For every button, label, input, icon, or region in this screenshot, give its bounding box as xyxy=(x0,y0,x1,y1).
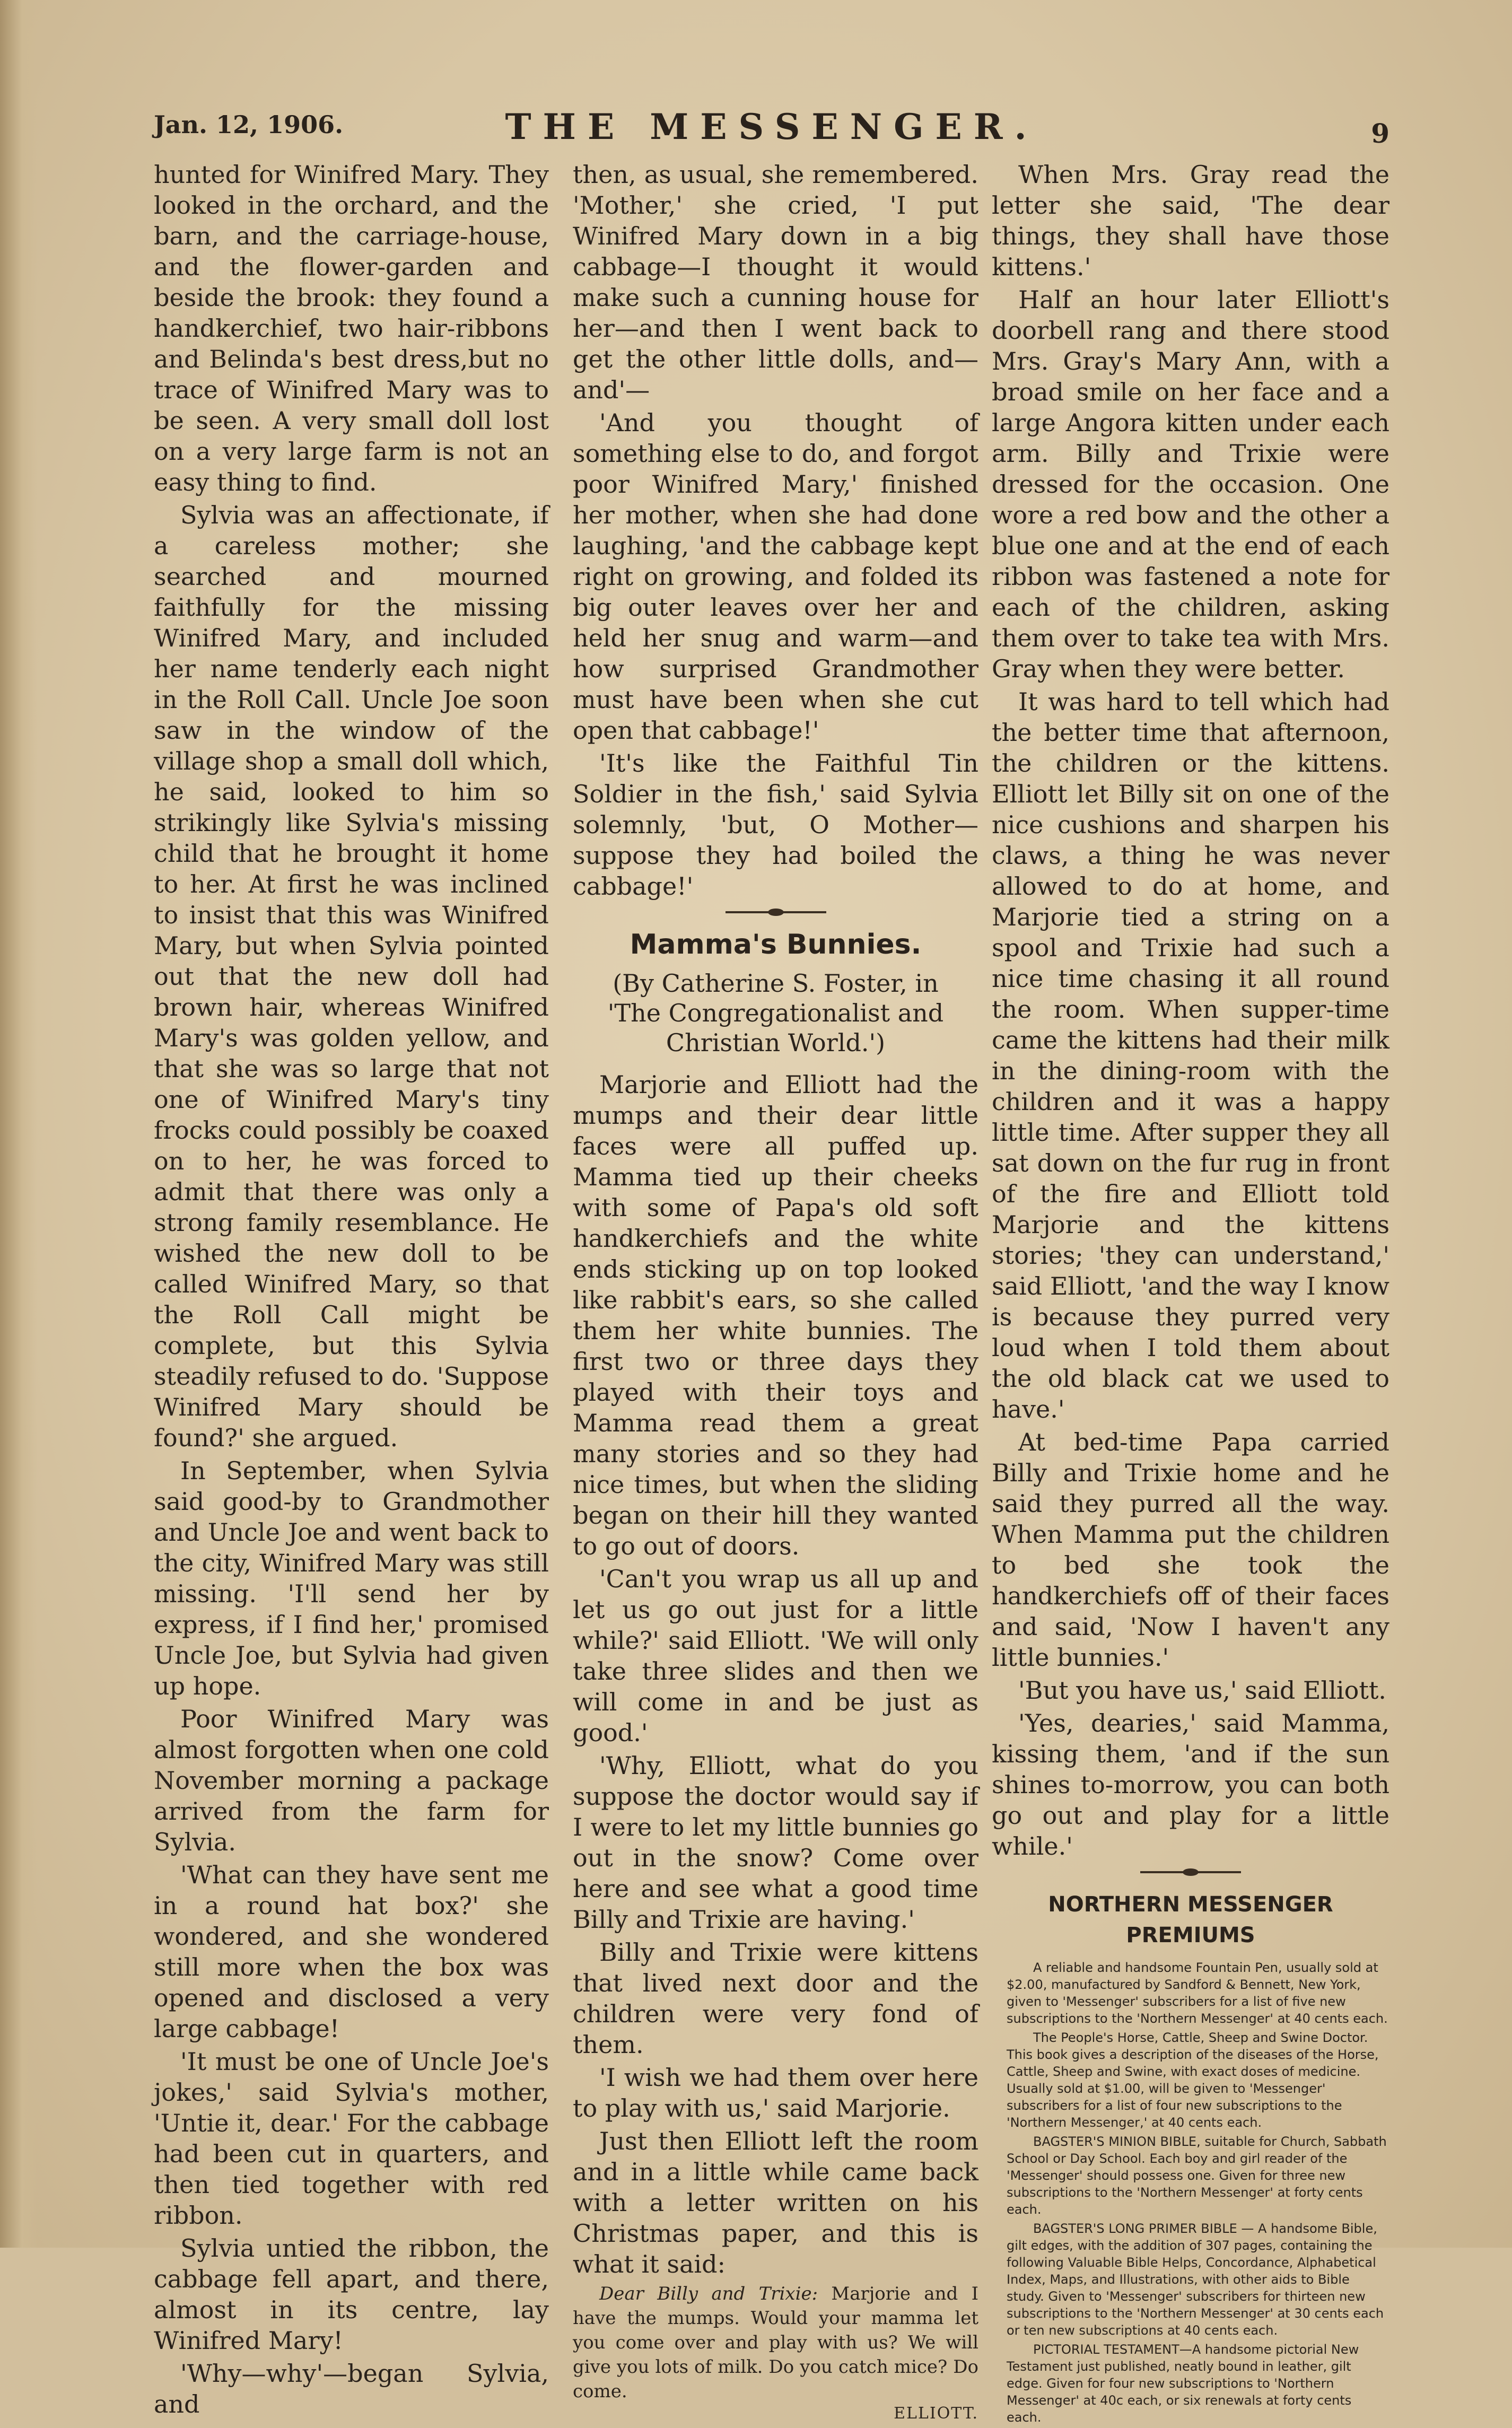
letter-salutation: Dear Billy and Trixie: xyxy=(599,2283,818,2304)
premium-item: PICTORIAL TESTAMENT—A handsome pictorial New Testament just published, neatly bound in leather, gilt edge. Given for four new subscriptions to 'Northern Messenger' at 40c each, or six renewals at forty cents each. xyxy=(1007,2342,1359,2425)
page-header xyxy=(154,106,1389,159)
paragraph: 'But you have us,' said Elliott. xyxy=(1018,1676,1386,1705)
issue-date: Jan. 12, 1906. xyxy=(154,110,344,139)
paragraph: Sylvia was an affectionate, if a careless mother; she searched and mourned faithfully for the missing Winifred Mary, and included her name tenderly each night in the Roll Call. Uncle Joe soon saw in the window of the village shop a small doll which, he said, looked to him so strikingly like Sylvia's missing child that he brought it home to her. At first he was inclined to insist that this was Winifred Mary, but when Sylvia pointed out that the new doll had brown hair, whereas Winifred Mary's was golden yellow, and that she was so large that not one of Winifred Mary's tiny frocks could possibly be coaxed on to her, he was forced to admit that there was only a strong family resemblance. He wished the new doll to be called Winifred Mary, so that the Roll Call might be complete, but this Sylvia steadily refused to do. 'Suppose Winifred Mary should be found?' she argued. xyxy=(154,501,549,1452)
paragraph: 'And you thought of something else to do, and forgot poor Winifred Mary,' finished her mother, when she had done laughing, 'and the cabbage kept right on growing, and folded its big outer leaves over her and held her snug and warm—and how surprised Grandmother must have been when she cut open that cabbage!' xyxy=(573,408,978,745)
premium-item: BAGSTER'S MINION BIBLE, suitable for Church, Sabbath School or Day School. Each boy and girl reader of the 'Messenger' should possess one. Given for three new subscriptions to the 'Northern Messenger' at forty cents each. xyxy=(1007,2134,1387,2217)
paragraph: 'I wish we had them over here to play with us,' said Marjorie. xyxy=(573,2063,978,2123)
section-divider xyxy=(1140,1871,1241,1873)
paragraph: Billy and Trixie were kittens that lived next door and the children were very fond of them. xyxy=(573,1938,978,2059)
premium-item: A reliable and handsome Fountain Pen, usually sold at $2.00, manufactured by Sandford & Bennett, New York, given to 'Messenger' subscribers for a list of five new subscriptions to the 'Northern Messenger' at 40 cents each. xyxy=(1007,1960,1388,2026)
paragraph: Half an hour later Elliott's doorbell rang and there stood Mrs. Gray's Mary Ann, with a broad smile on her face and a large Angora kitten under each arm. Billy and Trixie were dressed for the occasion. One wore a red bow and the other a blue one and at the end of each ribbon was fastened a note for each of the children, asking them over to take tea with Mrs. Gray when they were better. xyxy=(992,285,1389,683)
paragraph: 'Why, Elliott, what do you suppose the doctor would say if I were to let my little bunnies go out in the snow? Come over here and see what a good time Billy and Trixie are having.' xyxy=(573,1751,978,1934)
paragraph: 'Yes, dearies,' said Mamma, kissing them, 'and if the sun shines to-morrow, you can both go out and play for a little while.' xyxy=(992,1709,1389,1861)
page-fold-shadow xyxy=(0,0,37,2248)
letter-body: Marjorie and I have the mumps. Would your mamma let you come over and play with us? We will give you lots of milk. Do you catch mice? Do come. xyxy=(573,2283,978,2402)
paragraph: hunted for Winifred Mary. They looked in the orchard, and the barn, and the carriage-house, and the flower-garden and beside the brook: they found a handkerchief, two hair-ribbons and Belinda's best dress,but no trace of Winifred Mary was to be seen. A very small doll lost on a very large farm is not an easy thing to find. xyxy=(154,160,549,496)
paragraph: When Mrs. Gray read the letter she said, 'The dear things, they shall have those kittens.' xyxy=(992,160,1389,281)
page-number: 9 xyxy=(1371,118,1389,149)
paragraph: Poor Winifred Mary was almost forgotten when one cold November morning a package arrived from the farm for Sylvia. xyxy=(154,1705,549,1856)
masthead-title: THE MESSENGER. xyxy=(505,106,1038,147)
column-2 xyxy=(573,159,978,2428)
column-3 xyxy=(992,159,1389,2428)
paragraph: 'Why—why'—began Sylvia, and xyxy=(154,2359,549,2418)
paragraph: Marjorie and Elliott had the mumps and their dear little faces were all puffed up. Mamma tied up their cheeks with some of Papa's old soft handkerchiefs and the white ends sticking up on top looked like rabbit's ears, so she called them her white bunnies. The first two or three days they played with their toys and Mamma read them a great many stories and so they had nice times, but when the sliding began on their hill they wanted to go out of doors. xyxy=(573,1070,978,1560)
paragraph: 'It's like the Faithful Tin Soldier in the fish,' said Sylvia solemnly, 'but, O Mother—suppose they had boiled the cabbage!' xyxy=(573,749,978,901)
paragraph: 'It must be one of Uncle Joe's jokes,' said Sylvia's mother, 'Untie it, dear.' For the cabbage had been cut in quarters, and then tied together with red ribbon. xyxy=(154,2047,549,2230)
paragraph: In September, when Sylvia said good-by to Grandmother and Uncle Joe and went back to the city, Winifred Mary was still missing. 'I'll send her by express, if I find her,' promised Uncle Joe, but Sylvia had given up hope. xyxy=(154,1456,549,1700)
premium-item: BAGSTER'S LONG PRIMER BIBLE — A handsome Bible, gilt edges, with the addition of 307 pages, containing the following Valuable Bible Helps, Concordance, Alphabetical Index, Maps, and Illustrations, with other aids to Bible study. Given to 'Messenger' subscribers for thirteen new subscriptions to the 'Northern Messenger' at 30 cents each or ten new subscriptions at 40 cents each. xyxy=(1007,2221,1384,2338)
article-byline: (By Catherine S. Foster, in 'The Congregationalist and Christian World.') xyxy=(607,969,944,1057)
letter-signature: ELLIOTT. xyxy=(894,2404,978,2423)
paragraph: Sylvia untied the ribbon, the cabbage fell apart, and there, almost in its centre, lay Winifred Mary! xyxy=(154,2234,549,2355)
premiums-title: NORTHERN MESSENGER PREMIUMS xyxy=(1048,1892,1333,1947)
premium-item: The People's Horse, Cattle, Sheep and Swine Doctor. This book gives a description of the diseases of the Horse, Cattle, Sheep and Swine, with exact doses of medicine. Usually sold at $1.00, will be given to 'Messenger' subscribers for a list of four new subscriptions to the 'Northern Messenger,' at 40 cents each. xyxy=(1007,2030,1379,2130)
paragraph: At bed-time Papa carried Billy and Trixie home and he said they purred all the way. When Mamma put the children to bed she took the handkerchiefs off of their faces and said, 'Now I haven't any little bunnies.' xyxy=(992,1428,1389,1672)
section-divider xyxy=(726,911,826,913)
paragraph: 'What can they have sent me in a round hat box?' she wondered, and she wondered still more when the box was opened and disclosed a very large cabbage! xyxy=(154,1861,549,2043)
letter-text xyxy=(573,2282,978,2426)
paragraph: 'Can't you wrap us all up and let us go out just for a little while?' said Elliott. 'We will only take three slides and then we will come in and be just as good.' xyxy=(573,1565,978,1747)
article-title: Mamma's Bunnies. xyxy=(630,929,922,960)
paragraph: Just then Elliott left the room and in a little while came back with a letter written on his Christmas paper, and this is what it said: xyxy=(573,2127,978,2278)
paragraph: It was hard to tell which had the better time that afternoon, the children or the kittens. Elliott let Billy sit on one of the nice cushions and sharpen his claws, a thing he was never allowed to do at home, and Marjorie tied a string on a spool and Trixie had such a nice time chasing it all round the room. When supper-time came the kittens had their milk in the dining-room with the children and it was a happy little time. After supper they all sat down on the fur rug in front of the fire and Elliott told Marjorie and the kittens stories; 'they can understand,' said Elliott, 'and the way I know is because they purred very loud when I told them about the old black cat we used to have.' xyxy=(992,687,1389,1423)
column-1 xyxy=(154,159,549,2422)
paragraph: then, as usual, she remembered. 'Mother,' she cried, 'I put Winifred Mary down in a big cabbage—I thought it would make such a cunning house for her—and then I went back to get the other little dolls, and—and'— xyxy=(573,160,978,404)
